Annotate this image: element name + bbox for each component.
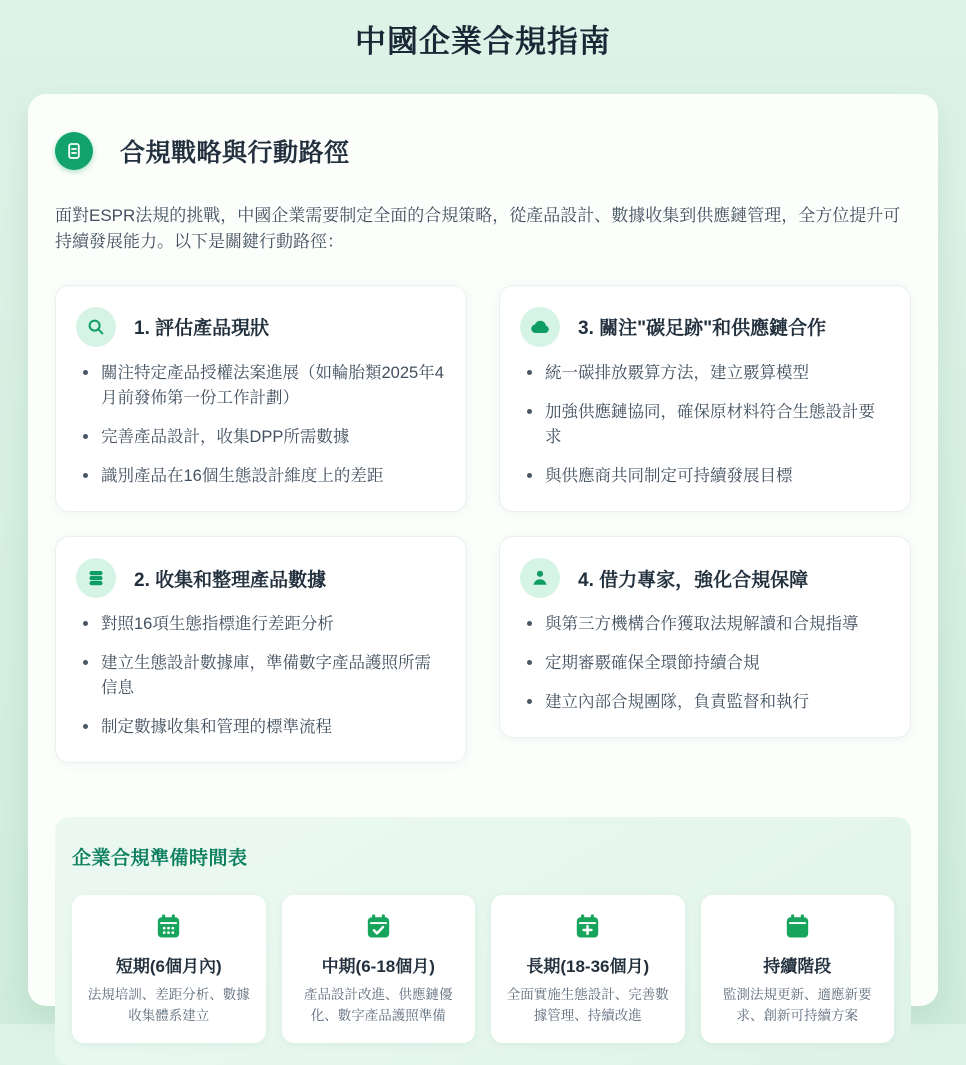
bullet-item: 建立內部合規團隊，負責監督和執行	[520, 690, 890, 715]
timeline-title: 企業合規準備時間表	[72, 848, 248, 870]
bullet-item: 定期審覈確保全環節持續合規	[520, 651, 890, 676]
phase-card-mid-term	[282, 895, 476, 1043]
bullet-item: 關注特定產品授權法案進展（如輪胎類2025年4月前發佈第一份工作計劃）	[76, 361, 446, 411]
action-card-4-bullets	[520, 612, 890, 715]
person-icon	[520, 558, 560, 598]
action-card-1-bullets	[76, 361, 446, 489]
action-cards-grid	[55, 285, 911, 764]
action-card-4-title: 4. 借力專家，強化合規保障	[578, 569, 809, 591]
bullet-item: 統一碳排放覈算方法，建立覈算模型	[520, 361, 890, 386]
bullet-item: 與第三方機構合作獲取法規解讀和合規指導	[520, 612, 890, 637]
book-icon	[55, 132, 93, 170]
phase-description: 產品設計改進、供應鏈優化、數字產品護照準備	[304, 987, 453, 1024]
action-card-4-header	[520, 558, 890, 598]
action-card-3	[499, 285, 911, 512]
bullet-item: 建立生態設計數據庫，準備數字產品護照所需信息	[76, 651, 446, 701]
phase-card-long-term	[491, 895, 685, 1043]
cloud-icon	[520, 307, 560, 347]
bullet-item: 識別產品在16個生態設計維度上的差距	[76, 464, 446, 489]
action-card-2-header	[76, 558, 446, 598]
action-card-2-bullets	[76, 612, 446, 740]
phase-title: 中期(6-18個月)	[321, 957, 435, 977]
action-card-1	[55, 285, 467, 512]
section-header	[55, 132, 911, 170]
timeline-panel	[55, 817, 911, 1065]
action-card-3-header	[520, 307, 890, 347]
bullet-item: 制定數據收集和管理的標準流程	[76, 715, 446, 740]
bullet-item: 完善產品設計，收集DPP所需數據	[76, 425, 446, 450]
phase-description: 監測法規更新、適應新要求、創新可持續方案	[723, 987, 872, 1024]
phase-card-short-term	[72, 895, 266, 1043]
grid-column-right	[499, 285, 911, 764]
bullet-item: 加強供應鏈協同，確保原材料符合生態設計要求	[520, 400, 890, 450]
phase-description: 全面實施生態設計、完善數據管理、持續改進	[506, 987, 669, 1024]
calendar-icon	[713, 913, 883, 940]
main-card	[28, 94, 938, 1024]
magnifier-icon	[76, 307, 116, 347]
phase-title: 持續階段	[763, 957, 832, 977]
grid-column-left	[55, 285, 467, 764]
phase-title: 長期(18-36個月)	[526, 957, 650, 977]
action-card-1-title: 1. 評估產品現狀	[134, 318, 270, 340]
action-card-4	[499, 536, 911, 738]
action-card-2-title: 2. 收集和整理產品數據	[134, 569, 327, 591]
phase-title: 短期(6個月內)	[115, 957, 222, 977]
calendar-plus-icon	[503, 913, 673, 940]
page-title: 中國企業合規指南	[355, 24, 611, 59]
timeline-phases	[72, 895, 894, 1043]
calendar-check-icon	[294, 913, 464, 940]
action-card-3-bullets	[520, 361, 890, 489]
bullet-item: 與供應商共同制定可持續發展目標	[520, 464, 890, 489]
section-intro: 面對ESPR法規的挑戰，中國企業需要制定全面的合規策略，從產品設計、數據收集到供應鏈管理，全方位提升可持續發展能力。以下是關鍵行動路徑：	[55, 206, 901, 252]
calendar-dots-icon	[84, 913, 254, 940]
action-card-3-title: 3. 關注"碳足跡"和供應鏈合作	[578, 318, 827, 340]
action-card-2	[55, 536, 467, 763]
section-title: 合規戰略與行動路徑	[120, 139, 350, 167]
phase-card-ongoing	[701, 895, 895, 1043]
bullet-item: 對照16項生態指標進行差距分析	[76, 612, 446, 637]
database-icon	[76, 558, 116, 598]
phase-description: 法規培訓、差距分析、數據收集體系建立	[87, 987, 250, 1024]
action-card-1-header	[76, 307, 446, 347]
